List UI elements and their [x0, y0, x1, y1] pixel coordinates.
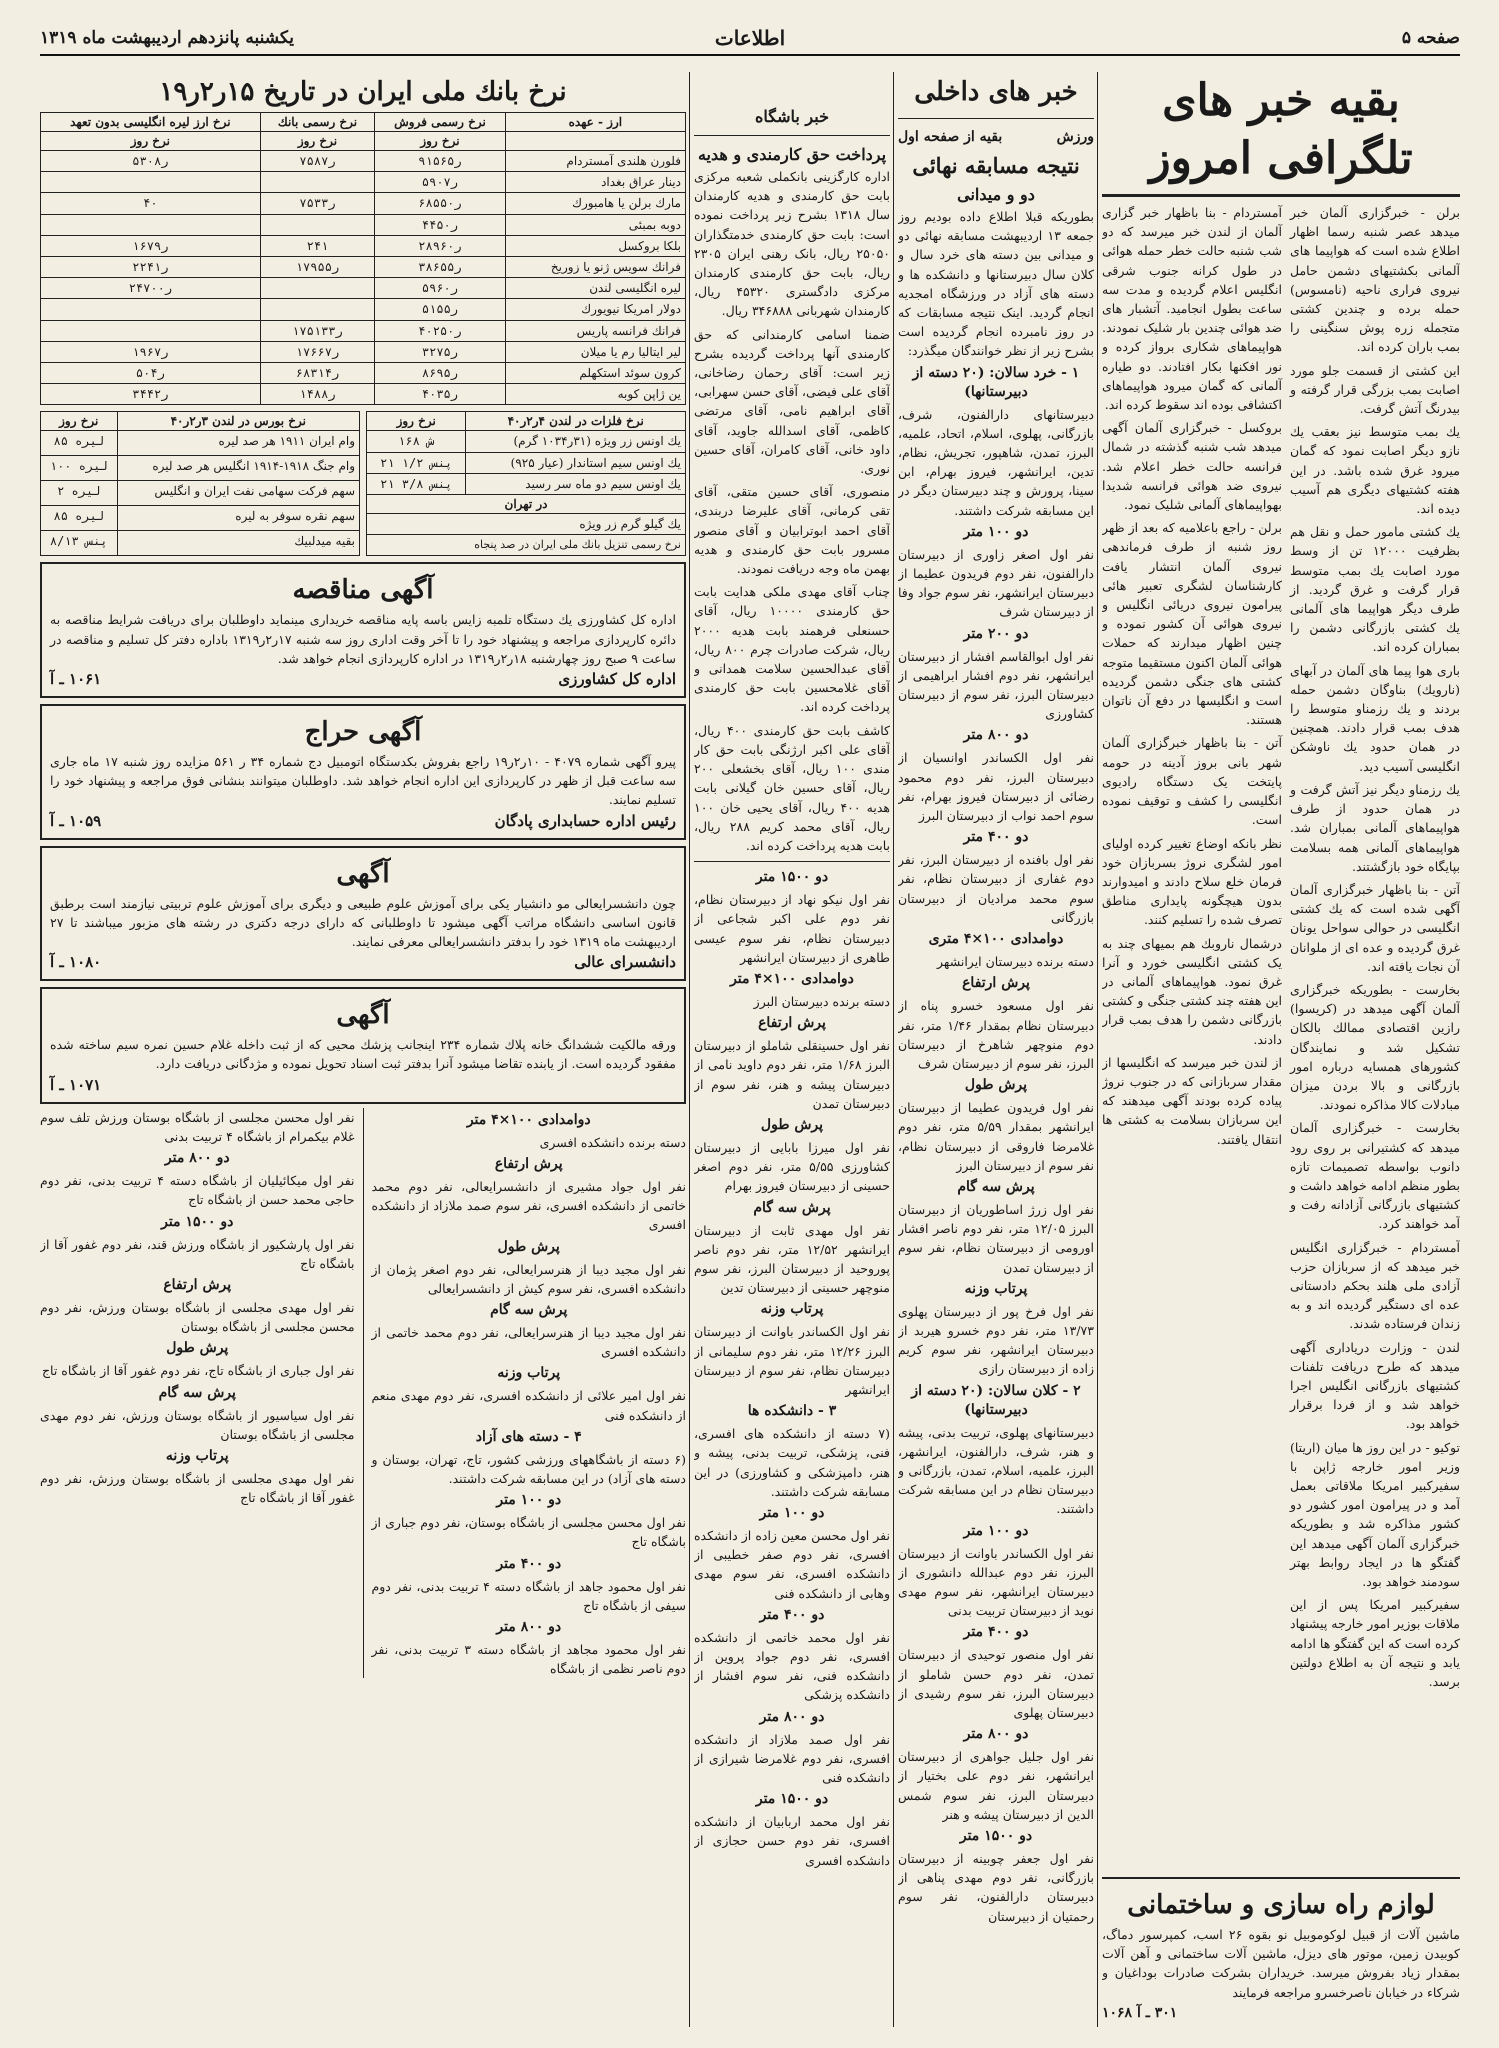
rate-value: ۳۸۶ر۵۵	[375, 257, 505, 278]
sports-results	[898, 364, 1094, 1926]
result-text: (۷ دسته از دانشکده های افسری، فنی، پزشکی، تربیت بدنی، پیشه و هنر، دامپزشکی و کشاورزی) در این مسابقه شرکت داشتند.	[694, 1426, 890, 1499]
rate-value: ۴۴ر۵۰	[375, 214, 505, 235]
result-text: نفر اول حسینقلی شاملو از دبیرستان البرز ۱/۶۸ متر، نفر دوم داوید نامی از دبیرستان پیشه و هنر، نفر سوم از دبیرستان تمدن	[694, 1038, 890, 1111]
notice-title: آگهی مناقصه	[292, 575, 434, 606]
result-text: دسته برنده دبیرستان البرز	[753, 993, 890, 1009]
result-heading: دوامدادی ۱۰۰×۴ متر	[730, 970, 854, 987]
rate-value: ۱۷۹ر۵۵	[260, 257, 374, 278]
rate-item: بقیه میدلبیك	[117, 531, 359, 556]
continued-label: بقیه از صفحه اول	[898, 129, 1003, 145]
result-heading: پرش سه گام	[158, 1384, 236, 1401]
news-paragraph: باری هوا پیما های آلمان در آبهای (نارویك) بناوگان دشمن حمله بردند و یك رزمناو متوسط را هدف بمب قرار دادند. همچنین در همان حدود یك ناوشکن انگلیسی آسیب دید.	[1290, 662, 1460, 774]
rate-value	[41, 320, 261, 341]
result-text: نفر اول محسن معین زاده از دانشکده افسری، نفر دوم صفر خطیبی از دانشکده افسری، نفر سوم مهدی وهابی از دانشکده فنی	[694, 1527, 890, 1601]
notice-code: ۱۰۵۹ ـ آ	[50, 811, 102, 830]
result-text: نفر اول منصور توحیدی از دبیرستان تمدن، نفر دوم حسن شاملو از دبیرستان البرز، نفر سوم رشیدی از دبیرستان پهلوی	[898, 1647, 1094, 1720]
exchange-subheader-cell: نرخ روز	[375, 132, 505, 151]
rate-value: ۶۸ر۳۱۴	[260, 363, 374, 384]
bank-rates-title: نرخ بانك ملی ایران در تاریخ ۱۵ر۲ر۱۹	[159, 77, 567, 107]
sports-subheads	[898, 125, 1094, 150]
page-number: صفحه ۵	[1401, 28, 1460, 48]
currency-name: فرانك فرانسه پاریس	[505, 320, 685, 341]
construction-ad	[1102, 1877, 1460, 2027]
rate-value: ۱۷۶ر۶۷	[260, 341, 374, 362]
newspaper-page	[40, 22, 1460, 2027]
result-heading: دو ۴۰۰ متر	[496, 1555, 562, 1572]
rate-value	[260, 278, 374, 299]
column-rule	[689, 72, 690, 2027]
news-paragraph: بخارست - بطوریکه خبرگزاری آلمان آگهی میدهد در (کریسوا) رازین اقتصادی ممالك بالکان تشکیل شد و نمایندگان کشورهای همسایه درباره امور بازرگانی و بالا بردن میزان مبادلات کالا مذاکره نمودند.	[1290, 981, 1460, 1113]
news-paragraph: توکیو - در این روز ها میان (اریتا) وزیر امور خارجه ژاپن با سفیرکبیر امریکا ملاقاتی بعمل آمد و در پیرامون امور کشور دو کشور مذاکره شد و بطوریکه خبرگزاری آلمان آگهی میدهد این گفتگو ها در ایجاد روابط بهتر سودمند خواهد بود.	[1290, 1439, 1460, 1590]
result-heading: دو ۱۵۰۰ متر	[755, 869, 829, 886]
result-text: نفر اول مسعود خسرو پناه از دبیرستان نظام بمقدار ۱/۴۶ متر، نفر دوم منوچهر شاهرخ از دبیرستان البرز، نفر سوم از دبیرستان شرف	[898, 998, 1094, 1071]
news-paragraph: برلن - خبرگزاری آلمان خبر میدهد عصر شنبه رسما اظهار اطلاع شده است که هواپیما های آلمانی بکشتیهای دشمن حامل نیروی فراری ناحیه (نامسوس) حمله برده و چندین کشتی متجمله زره پوش سنگینی را بمب باران کرده اند.	[1290, 205, 1460, 355]
result-heading: دوامدادی ۱۰۰×۴ متری	[928, 931, 1064, 948]
result-text: نفر اول میکائیلیان از باشگاه دسته ۴ تربیت بدنی، نفر دوم حاجی محمد حسن از باشگاه تاج	[40, 1173, 355, 1208]
rate-item: سهم نقره سوفر به لیره	[117, 506, 359, 531]
rate-value: ۱۶۸ ش	[367, 431, 466, 452]
exchange-table-header	[41, 113, 686, 132]
construction-ad-text: ماشین آلات از قبیل لوکوموبیل نو بقوه ۲۶ اسب، کمپرسور دماگ، کوبیدن زمین، موتور های دیزل، ماشین آلات ساختمانی و آهن آلات بمقدار زیاد بفروش میرسد. خریداران بشرکت صادرات بوداغیان و شرکاء در خیابان ناصرخسرو مراجعه فرمایند	[1102, 1927, 1460, 2000]
result-text: نفر اول جباری از باشگاه تاج، نفر دوم غفور آقا از باشگاه تاج	[41, 1363, 355, 1379]
result-heading: پرش سه گام	[753, 1199, 831, 1216]
result-heading: دو ۲۰۰ متر	[963, 625, 1029, 642]
club-news-column	[694, 72, 890, 2027]
notice-text: اداره کل کشاورزی یك دستگاه تلمبه زایس باسه پایه مناقصه خریداری مینماید داوطلبان برای دریافت شرایط مناقصه به دائره کارپردازی مراجعه و پیشنهاد خود را تا آخر وقت اداری روز سه شنبه ۱۷ر۲ر۱۳۱۹ باداره دفتر کل تسلیم و مناقصه در ساعت ۹ صبح روز چهارشنبه ۱۸ر۲ر۱۳۱۹ در اداره کارپردازی انجام خواهد شد.	[50, 612, 677, 666]
result-heading: دو ۴۰۰ متر	[963, 829, 1029, 846]
result-text: نفر اول اصغر زاوری از دبیرستان دارالفنون، نفر دوم فریدون عطیما از دبیرستان ایرانشهر، نفر سوم جواد وفا از دبیرستان شرف	[898, 546, 1094, 620]
rate-row	[367, 452, 686, 473]
news-paragraph: یك کشتی مامور حمل و نقل هم بظرفیت ۱۲۰۰۰ تن از وسط مورد اصابت یك بمب متوسط قرار گرفت و غرق گردید. از طرف دیگر هواپیما های آلمانی یك کشتی بازرگانی دشمن را بمباران کرده اند.	[1290, 524, 1460, 655]
currency-name: مارك برلن یا هامبورك	[505, 193, 685, 214]
column-rule	[363, 1108, 364, 1679]
telegraph-body	[1102, 203, 1460, 1695]
result-heading: دو ۸۰۰ متر	[759, 1708, 825, 1725]
rate-value: ۲۱ ۳/۸ پنس	[367, 473, 466, 494]
notice-box	[40, 562, 686, 698]
currency-name: دوبه بمبئی	[505, 214, 685, 235]
notice-footer	[50, 810, 676, 832]
result-text: نفر اول مهدی مجلسی از باشگاه بوستان ورزش، نفر دوم غفور آقا از باشگاه تاج	[40, 1470, 355, 1506]
notice-box	[40, 704, 686, 840]
rate-value	[41, 214, 261, 235]
result-heading: پرتاب وزنه	[760, 1301, 824, 1318]
domestic-news-column	[898, 72, 1094, 2027]
result-text: نفر اول فریدون عطیما از دبیرستان ایرانشهر بمقدار ۵/۵۹ متر، نفر دوم غلامرضا فاروقی از دبیرستان نظام، نفر سوم از دبیرستان البرز	[898, 1100, 1094, 1173]
domestic-section-title: خبر های داخلی	[914, 77, 1078, 107]
notice-footer	[50, 951, 676, 973]
exchange-table-subheader	[41, 132, 686, 151]
result-text: نفر اول الکساندر اوانسیان از دبیرستان البرز، نفر دوم محمود رضائی از دبیرستان فیروز بهرام، نفر سوم احمد نواب از دبیرستان البرز	[898, 750, 1094, 824]
telegraph-headline: بقیه خبر های تلگرافی امروز	[1149, 75, 1413, 184]
result-heading: دو ۴۰۰ متر	[759, 1606, 825, 1623]
exchange-row	[41, 172, 686, 193]
bank-ads-column	[40, 72, 686, 2027]
rate-item: یك اونس سیم استاندار (عیار ۹۲۵)	[466, 452, 686, 473]
exchange-row	[41, 299, 686, 320]
rate-value: ۱۴ر۸۸	[260, 384, 374, 405]
exchange-row	[41, 320, 686, 341]
notice-text: چون دانشسرایعالی مو دانشیار یکی برای آموزش علوم طبیعی و دیگری برای آموزش علوم تربیتی نیازمند است برطبق قانون اساسی دانشگاه مراتب آگهی میشود تا داوطلبانی که دارای درجه دکتری در رشته های مزبور میباشند تا ۲۷ اردیبهشت ماه ۱۳۱۹ خود را بدفتر دانشسرایعالی معرفی نمایند.	[50, 895, 676, 950]
payment-paragraph: منصوری، آقای حسین متقی، آقای تقی کرمانی، آقای علیرضا دربندی، آقای احمد ابوترابیان و آقای منصور مسرور بابت حق کارمندی و هدیه بهمن ماه وجه دریافت نمودند.	[694, 484, 890, 577]
notice-signer: اداره کل کشاورزی	[558, 670, 676, 689]
notice-code: ۱۰۷۱ ـ آ	[50, 1075, 102, 1094]
rate-row	[41, 456, 360, 481]
result-heading: دو ۴۰۰ متر	[963, 1624, 1029, 1641]
currency-name: ین ژاپن کوبه	[505, 384, 685, 405]
result-heading: پرش ارتفاع	[163, 1276, 232, 1293]
result-text: نفر اول جواد مشیری از دانشسرایعالی، نفر دوم محمد خاتمی از دانشکده افسری، نفر سوم صمد ملازاد از دانشکده افسری	[371, 1178, 686, 1233]
newspaper-name: اطلاعات	[714, 26, 786, 50]
rate-value: ۴۰ر۳۵	[375, 384, 505, 405]
bourse-rate-label: نرخ روز	[41, 412, 118, 431]
tehran-row: یك گیلو گرم زر ویژه	[367, 514, 686, 535]
exchange-row	[41, 278, 686, 299]
notice-text: ورقه مالکیت ششدانگ خانه پلاك شماره ۲۳۴ اینجانب پزشك محیی که از ثبت داخله غلام حسین نمره سیم ساخته شده مفقود گردیده است. از یابنده تقاضا میشود آنرا بدفتر ثبت اسناد تحویل نموده و مژدگانی دریافت دارد.	[50, 1037, 676, 1072]
tehran-head: در تهران	[367, 495, 686, 514]
result-heading: پرش طول	[964, 1077, 1028, 1094]
free-club-results	[40, 1108, 686, 1679]
rate-value: ۶۸۵ر۵۰	[375, 193, 505, 214]
rate-value: ۱۶ر۷۹	[41, 235, 261, 256]
rate-row	[41, 431, 360, 456]
currency-name: فلورن هلندی آمستردام	[505, 151, 685, 172]
free-results-left	[40, 1108, 355, 1679]
result-text: نفر اول بافنده از دبیرستان البرز، نفر دوم غفاری از دبیرستان نظام، نفر سوم محمد مرادیان از دبیرستان بازرگانی	[898, 852, 1094, 925]
result-text: نفر اول الکساندر باوانت از دبیرستان البرز ۱۲/۲۶ متر، نفر دوم سلیمانی از دبیرستان نظام، نفر سوم از دبیرستان ایرانشهر	[694, 1324, 890, 1397]
result-heading: پرش ارتفاع	[494, 1155, 563, 1172]
notice-signer: دانشسرای عالی	[574, 953, 676, 972]
rate-value: ۴۰	[41, 193, 261, 214]
result-heading: پرش سه گام	[490, 1301, 568, 1318]
rate-row	[41, 481, 360, 506]
issue-date: یکشنبه پانزدهم اردیبهشت ماه ۱۳۱۹	[40, 28, 294, 48]
rate-value: ۲۸۹ر۶۰	[375, 235, 505, 256]
exchange-header-cell: نرخ رسمی بانك	[260, 113, 374, 132]
rate-value	[41, 172, 261, 193]
payment-paragraph: اداره کارگزینی بانکملی شعبه مرکزی بابت حق کارمندی و هدیه کارمندان سال ۱۳۱۸ بشرح زیر پرداخت نموده است: بابت حق کارمندی خدمتگذاران ۲۵۰۵۰ ریال، بانک رهنی ایران ۲۳۰۵ ریال، بابت حق کارمندی کارمندان مرکزی دادگستری ۴۵۳۲۰ ریال، کارمندان شهربانی ۳۴۶۸۸۸ ریال.	[694, 169, 890, 319]
rate-value: ۲۴۷ر۰۰	[41, 278, 261, 299]
rate-item: وام ایران ۱۹۱۱ هر صد لیره	[117, 431, 359, 456]
notice-footer	[50, 668, 676, 690]
rate-value: ۳۴ر۴۲	[41, 384, 261, 405]
rate-item: سهم فرکت سهامی نفت ایران و انگلیس	[117, 481, 359, 506]
divider	[898, 118, 1094, 119]
payment-text	[694, 167, 890, 855]
result-heading: دو ۸۰۰ متر	[496, 1618, 562, 1635]
result-heading: دو ۱۵۰۰ متر	[161, 1213, 234, 1230]
result-text: نفر اول سیاسیور از باشگاه بوستان ورزش، نفر دوم مهدی مجلسی از باشگاه بوستان	[40, 1407, 355, 1442]
rate-value: ۵۹ر۰۷	[375, 172, 505, 193]
payment-paragraph: ضمنا اسامی کارمندانی که حق کارمندی آنها پرداخت گردیده بشرح زیر است: آقای رحمان رضاخانی، آقای علی فیضی، آقای حسن سهرابی، آقای ابراهیم نامی، آقای مرتضی کاظمی، آقای اسدالله جاوید، آقای داود خانی، آقای کامران، آقای حسین نوری.	[694, 326, 890, 477]
result-heading: دو ۱۰۰ متر	[759, 1504, 825, 1521]
metals-rate-label: نرخ روز	[367, 412, 466, 431]
free-results-right	[371, 1108, 686, 1679]
result-text: نفر اول میرزا بابایی از دبیرستان کشاورزی ۵/۵۵ متر، نفر دوم اصغر حسینی از دبیرستان فیروز بهرام	[694, 1139, 890, 1194]
metals-body	[367, 431, 686, 495]
news-paragraph: آمستردام - خبرگزاری انگلیس خبر میدهد که از سربازان حزب آزادی ملی هلند بحکم دادستانی عده ای دستگیر گردیده اند و به زندان فرستاده شدند.	[1290, 1239, 1460, 1332]
bourse-table	[40, 411, 360, 556]
result-heading: ۳ - دانشکده ها	[747, 1403, 837, 1420]
news-paragraph: آتن - بنا باظهار خبرگزاری آلمان آگهی شده است که یك کشتی انگلیسی در حوالی سواحل یونان غرق گردیده و عده ای از ملوانان آن نجات یافته اند.	[1290, 881, 1460, 974]
exchange-row	[41, 363, 686, 384]
rate-value: ۷۵۳ر۳	[260, 193, 374, 214]
masthead	[40, 22, 1460, 56]
result-text: دبیرستانهای دارالفنون، شرف، بازرگانی، پهلوی، اسلام، اتحاد، علمیه، البرز، تمدن، شاهپور، تجریش، نظام، تدین، ایرانشهر، فیروز بهرام، ابن سینا، پرورش و چند دبیرستان دیگر در این مسابقه شرکت داشتند.	[898, 406, 1094, 518]
rate-value: ۱۰۰ لیره	[41, 456, 118, 481]
rate-row	[41, 506, 360, 531]
currency-name: بلکا بروکسل	[505, 235, 685, 256]
payment-paragraph: کاشف بابت حق کارمندی ۴۰۰ ریال، آقای علی اکبر ارژنگی بابت حق کار مندی ۱۰۰ ریال، آقای بخشعلی ۲۰۰ ریال، آقای حسین خان گیلانی بابت هدیه ۴۰۰ ریال، آقای یحیی خان ۱۰۰ ریال، آقای محمد کریم ۲۸۸ ریال، بابت هدیه پرداخت کرده اند.	[694, 722, 890, 853]
club-results	[694, 868, 890, 1870]
rate-value: ۴۰۲ر۵۰	[375, 320, 505, 341]
rate-row	[367, 431, 686, 452]
currency-name: لیر ایتالیا رم یا میلان	[505, 341, 685, 362]
result-text: نفر اول پارشکیور از باشگاه ورزش قند، نفر دوم غفور آقا از باشگاه تاج	[40, 1236, 355, 1271]
exchange-subheader-cell	[505, 132, 685, 151]
rate-value: ۵۱۵ر۵	[375, 299, 505, 320]
exchange-subheader-cell: نرخ روز	[41, 132, 261, 151]
news-paragraph: بخارست - خبرگزاری آلمان میدهد که کشتیرانی بر روی رود دانوب بواسطه تصمیمات تازه بطور منظم ادامه خواهد داشت و کشتیهای بازرگانی آزادانه رفت و آمد خواهند کرد.	[1290, 1120, 1460, 1232]
news-paragraph: آمستردام - بنا باظهار خبر گزاری آلمان از لندن خبر میرسد که دو شب شنبه حالت خطر حمله هوائی در طول کرانه جنوب شرقی انگلیس اعلام گردیده و مدت سه ساعت بطول انجامید. آتشبار های ضد هوائی چندین بار شلیک نمودند. هواپیماهای شکاری برواز کرده و نور افکنها بکار افتادند. دو طیاره آلمانی که گمان میرود هواپیماهای اکتشافی بوده اند سقوط کرده اند.	[1102, 205, 1282, 413]
result-heading: دو ۱۰۰ متر	[963, 1522, 1029, 1539]
telegraph-main-text	[1290, 203, 1460, 1695]
notice-code: ۱۰۸۰ ـ آ	[50, 953, 102, 972]
tehran-note: نرخ رسمی تنزیل بانك ملی ایران در صد پنجاه	[367, 535, 686, 556]
rate-item: وام جنگ ۱۹۱۸-۱۹۱۴ انگلیس هر صد لیره	[117, 456, 359, 481]
news-paragraph: لندن - وزارت دریاداری آگهی میدهد که طرح دریافت تلفنات کشتیهای بازرگانی انگلیس اجرا خواهد شد و از فردا برقرار خواهد بود.	[1290, 1339, 1460, 1432]
exchange-row	[41, 341, 686, 362]
bourse-title: نرخ بورس در لندن ۳ر۲ر۴۰	[117, 412, 359, 431]
construction-ad-title: لوازم راه سازی و ساختمانی	[1127, 1890, 1435, 1920]
divider	[694, 861, 890, 862]
notice-footer	[50, 1074, 676, 1096]
exchange-row	[41, 214, 686, 235]
notices	[40, 562, 686, 1103]
sports-title: نتیجه مسابقه نهائی	[912, 153, 1080, 178]
news-paragraph: درشمال ناروبك هم بمیهای چند به یک کشتی انگلیسی خورد و آنرا غرق نمود. هواپیماهای آلمانی در این هفته چند کشتی جنگی و کشتی بازرگانی دشمن را هدف بمب قرار دادند.	[1102, 935, 1282, 1047]
result-text: نفر اول محمد اربابیان از دانشکده افسری، نفر دوم حسن حجازی از دانشکده افسری	[694, 1814, 890, 1868]
news-paragraph: این کشتی از قسمت جلو مورد اصابت بمب بزرگی قرار گرفته و بیدرنگ آتش گرفت.	[1290, 362, 1460, 417]
result-text: دسته برنده دانشکده افسری	[539, 1134, 686, 1150]
result-heading: دو ۱۰۰ متر	[496, 1492, 562, 1509]
result-heading: پرش سه گام	[957, 1178, 1035, 1195]
result-text: نفر اول محسن مجلسی از باشگاه بوستان ورزش تلف سوم غلام بیکمرام از باشگاه ۴ تربیت بدنی	[40, 1109, 355, 1144]
rate-value	[41, 299, 261, 320]
news-paragraph: نظر بانکه اوضاع تغییر کرده اولیای امور لشگری نروژ بسربازان خود فرمان خلع سلاح دادند و امیدوارند بدون هیچگونه پایداری مناطق تصرف شده را تسلیم کنند.	[1102, 835, 1282, 928]
result-text: نفر اول مجید دیبا از هنرسرایعالی، نفر دوم اصغر پژمان از دانشکده افسری، نفر سوم کیش از دانشسرایعالی	[371, 1261, 686, 1296]
column-rule	[1097, 72, 1098, 2027]
notice-box	[40, 846, 686, 982]
result-heading: دوامدادی ۱۰۰×۴ متر	[466, 1111, 591, 1128]
notice-code: ۱۰۶۱ ـ آ	[50, 670, 102, 689]
rate-value: ۱۹ر۶۷	[41, 341, 261, 362]
result-text: نفر اول ابوالقاسم افشار از دبیرستان ایرانشهر، نفر دوم افشار ابراهیمی از دبیرستان البرز، نفر سوم از دبیرستان کشاورزی	[898, 648, 1094, 722]
rate-value: ۲۴۱	[260, 235, 374, 256]
result-heading: پرتاب وزنه	[165, 1447, 229, 1464]
notice-signer: رئیس اداره حسابداری پادگان	[494, 811, 676, 830]
news-paragraph: سفیرکبیر امریکا پس از این ملاقات بوزیر امور خارجه پیشنهاد کرده است که این گفتگو ها ادامه یابد و نتیجه آن به اطلاع دولتین برسد.	[1290, 1597, 1460, 1690]
rate-value: ۸/۱۳ پنس	[41, 531, 118, 556]
sports-intro: بطوریکه قبلا اطلاع داده بودیم روز جمعه ۱۳ اردیبهشت مسابقه نهائی دو و میدانی بین دسته های خرد سال و کلان سال دبیرستانها و دانشکده ها و دسته های آزاد در ورزشگاه امجدیه انجام گردید. اینک نتیجه مسابقات که در روز نامبرده انجام گردیده است بشرح زیر از نظر خوانندگان میگذرد:	[898, 209, 1094, 359]
result-text: نفر اول الکساندر باوانت از دبیرستان البرز، نفر دوم عبدالله دانشوری از دبیرستان ایرانشهر، نفر سوم مهدی نوید از دبیرستان تربیت بدنی	[898, 1545, 1094, 1619]
result-heading: پرتاب وزنه	[497, 1365, 561, 1382]
club-news-title: خبر باشگاه	[755, 107, 829, 126]
payment-paragraph: چناب آقای مهدی ملکی هدایت بابت حق کارمندی ۱۰۰۰۰ ریال، آقای حسنعلی فرهمند بابت هدیه ۲۰۰۰ ریال، شرکت صادرات چرم ۸۰۰ ریال، آقای عبدالحسین سلامت همدانی و آقای غلامحسین بابت حق کارمندی پرداخت کرده اند.	[694, 584, 890, 715]
news-paragraph: یك رزمناو دیگر نیز آتش گرفت و در همان حدود از طرف هواپیماهای آلمانی بمباران شد. هواپیماهای آلمانی همه بسلامت بپایگاه خود بازگشتند.	[1290, 781, 1460, 874]
sports-label: ورزش	[1056, 129, 1094, 145]
result-text: نفر اول محمود مجاهد از باشگاه دسته ۳ تربیت بدنی، نفر دوم ناصر نظمی از باشگاه	[371, 1641, 686, 1677]
divider	[1102, 194, 1460, 197]
exchange-table-body	[41, 151, 686, 405]
result-heading: پرش طول	[166, 1340, 229, 1357]
news-paragraph: آتن - بنا باظهار خبرگزاری آلمان شهر بانی بروز آدینه در حومه پایتخت یک دستگاه رادیوی انگلیسی را کشف و توقیف نموده است.	[1102, 735, 1282, 828]
notice-title: آگهی حراج	[304, 717, 422, 748]
exchange-header-cell: ارز - عهده	[505, 113, 685, 132]
result-heading: پرش ارتفاع	[962, 975, 1030, 992]
result-text: نفر اول امیر علائی از دانشکده افسری، نفر دوم مهدی منعم از دانشکده فنی	[371, 1388, 686, 1423]
exchange-row	[41, 151, 686, 172]
result-text: نفر اول مهدی مجلسی از باشگاه بوستان ورزش، نفر دوم محسن مجلسی از باشگاه بوستان	[40, 1299, 355, 1335]
rate-value: ۲ لیره	[41, 481, 118, 506]
metals-bourse-row	[40, 411, 686, 556]
result-text: نفر اول محمد خاتمی از دانشکده افسری، نفر دوم جواد پروین از دانشکده فنی، نفر سوم افشار از دانشکده پزشکی	[694, 1629, 890, 1703]
exchange-header-cell: نرخ رسمی فروش	[375, 113, 505, 132]
rate-value: ۸۵ لیره	[41, 506, 118, 531]
rate-value: ۵۳ر۰۸	[41, 151, 261, 172]
result-text: نفر اول جعفر چوبینه از دبیرستان بازرگانی، نفر دوم مهدی پناهی از دبیرستان دارالفنون، نفر سوم رحمتیان از دبیرستان	[898, 1851, 1094, 1924]
rate-value: ۵۰ر۴	[41, 363, 261, 384]
result-text: نفر اول نیکو نهاد از دبیرستان نظام، نفر دوم علی اکبر شجاعی از دبیرستان نظام، نفر سوم عیسی طاهری از دبیرستان ایرانشهر	[694, 892, 890, 965]
result-heading: دو ۸۰۰ متر	[963, 727, 1029, 744]
notice-box	[40, 987, 686, 1103]
rate-value: ۱۷۵ر۱۳۳	[260, 320, 374, 341]
rate-item: یك اونس سیم دو ماه سر رسید	[466, 473, 686, 494]
rate-value	[260, 299, 374, 320]
bourse-body	[41, 431, 360, 556]
result-heading: دو ۱۵۰۰ متر	[959, 1828, 1033, 1844]
result-text: نفر اول صمد ملازاد از دانشکده افسری، نفر دوم غلامرضا شیرازی از دانشکده فنی	[694, 1731, 890, 1786]
metals-table	[366, 411, 686, 556]
result-heading: پرش ارتفاع	[758, 1015, 826, 1032]
rate-row	[41, 531, 360, 556]
rate-value: ۲۲ر۴۱	[41, 257, 261, 278]
result-text: دبیرستانهای پهلوی، تربیت بدنی، پیشه و هنر، شرف، دارالفنون، ایرانشهر، البرز، علمیه، اسلام، تمدن، بازرگانی و دبیرستان نظام در این مسابقه شرکت داشتند.	[898, 1424, 1094, 1517]
construction-ad-code: ۳۰۱ ـ آ ۱۰۶۸	[1102, 2004, 1178, 2021]
telegraph-news-column	[1102, 72, 1460, 2027]
currency-name: دینار عراق بغداد	[505, 172, 685, 193]
result-text: نفر اول زرژ اساطوریان از دبیرستان البرز ۱۲/۰۵ متر، نفر دوم ناصر افشار اورومی از دبیرستان نظام، نفر سوم از دبیرستان تمدن	[898, 1201, 1094, 1275]
result-text: نفر اول محمود جاهد از باشگاه دسته ۴ تربیت بدنی، نفر دوم سیفی از باشگاه تاج	[371, 1578, 686, 1613]
result-text: نفر اول مجید دیبا از هنرسرایعالی، نفر دوم محمد خاتمی از دانشکده افسری	[371, 1324, 686, 1360]
rate-value	[260, 172, 374, 193]
metals-title: نرخ فلزات در لندن ۴ر۲ر۴۰	[466, 412, 686, 431]
result-heading: ۱ - خرد سالان: (۲۰ دسته از دبیرستانها)	[912, 364, 1080, 400]
exchange-row	[41, 384, 686, 405]
result-heading: ۲ - کلان سالان: (۲۰ دسته از دبیرستانها)	[911, 1382, 1081, 1418]
notice-text: پیرو آگهی شماره ۴۰۷۹ - ۱۰ر۲ر۱۹ راجع بفروش بکدستگاه اتومبیل دج شماره ۳۴ ر ۵۶۱ مزایده روز شنبه ۱۷ ماه جاری سه ساعت قبل از ظهر در کارپردازی این اداره انجام خواهد شد. داوطلبان میتوانند بنشانی فوق مراجعه و پیشنهاد خود را تسلیم نمایند.	[50, 754, 677, 808]
rate-row	[367, 473, 686, 494]
column-rule	[893, 72, 894, 2027]
result-text: نفر اول جلیل جواهری از دبیرستان ایرانشهر، نفر دوم علی بختیار از دبیرستان البرز، نفر سوم شمس الدین از دبیرستان پیشه و هنر	[898, 1749, 1094, 1822]
exchange-header-cell: نرخ ارز لیره انگلیسی بدون تعهد	[41, 113, 261, 132]
telegraph-side-text	[1102, 203, 1282, 1695]
rate-value: ۲۱ ۱/۲ پنس	[367, 452, 466, 473]
rate-item: یك اونس زر ویژه (۳۱ر۱۰۳۴ گرم)	[466, 431, 686, 452]
rate-value: ۹۱۵ر۶۵	[375, 151, 505, 172]
result-text: (۶ دسته از باشگاههای ورزشی کشور، تاج، تهران، بوستان و دسته های آزاد) در این مسابقه شرکت داشتند.	[371, 1451, 686, 1486]
news-paragraph: برلن - راجع باعلامیه که بعد از ظهر روز شنبه از طرف فرماندهی نیروی آلمان انتشار یافت کارشناسان لشگری تعبیر هائی پیرامون نیروی دریائی انگلیس و نیروی هوائی آن کشور نموده و چنین اظهار میدارند که حملات هوائی آلمان اکنون مستقیما متوجه کشتی های جنگی دشمن گردیده است و انگلیسها در دفع آن ناتوان هستند.	[1102, 520, 1282, 728]
result-heading: ۴ - دسته های آزاد	[475, 1428, 582, 1445]
result-text: نفر اول فرخ پور از دبیرستان پهلوی ۱۳/۷۳ متر، نفر دوم خسرو هیربد از دبیرستان ایرانشهر، نفر سوم کریم زاده از دبیرستان رازی	[898, 1303, 1094, 1377]
currency-name: لیره انگلیسی لندن	[505, 278, 685, 299]
rate-value: ۸۶ر۹۵	[375, 363, 505, 384]
divider	[694, 135, 890, 136]
notice-title: آگهی	[336, 858, 390, 889]
result-text: دسته برنده دبیرستان ایرانشهر	[937, 954, 1094, 970]
currency-name: دولار امریکا نیویورك	[505, 299, 685, 320]
exchange-subheader-cell: نرخ روز	[260, 132, 374, 151]
rate-value: ۷۵۸ر۷	[260, 151, 374, 172]
result-heading: پرتاب وزنه	[964, 1280, 1028, 1297]
result-heading: دو ۸۰۰ متر	[963, 1726, 1029, 1743]
rate-value	[260, 214, 374, 235]
result-heading: دو ۱۰۰ متر	[963, 523, 1029, 540]
notice-title: آگهی	[336, 1000, 390, 1031]
rate-value: ۵۹ر۶۰	[375, 278, 505, 299]
news-paragraph: بروکسل - خبرگزاری آلمان آگهی میدهد شب شنبه گذشته در شمال فرانسه حالت خطر اعلام شد. نیروی ضد هوائی فرانسه شدیدا بهواپیماهای آلمانی شلیک نمود.	[1102, 420, 1282, 513]
currency-name: کرون سوئد استکهلم	[505, 363, 685, 384]
result-heading: دو ۸۰۰ متر	[164, 1150, 230, 1167]
result-text: نفر اول محسن مجلسی از باشگاه بوستان، نفر دوم جباری از باشگاه تاج	[371, 1515, 686, 1550]
result-text: نفر اول مهدی ثابت از دبیرستان ایرانشهر ۱۲/۵۲ متر، نفر دوم ناصر پوروحید از دبیرستان البرز، نفر سوم منوچهر حسینی از دبیرستان تدین	[694, 1222, 890, 1296]
rate-value: ۳۲ر۷۵	[375, 341, 505, 362]
result-heading: دو ۱۵۰۰ متر	[755, 1791, 829, 1808]
currency-name: فرانك سویس ژنو یا زوریخ	[505, 257, 685, 278]
rate-value: ۸۵ لیره	[41, 431, 118, 456]
result-heading: پرش طول	[760, 1116, 824, 1133]
result-heading: پرش طول	[497, 1238, 560, 1255]
exchange-rate-table	[40, 112, 686, 405]
news-paragraph: از لندن خبر میرسد که انگلیسها از مقدار سربازانی که در جنوب نروژ پیاده کرده بودند آگهی میدهند که این سربازان بسلامت به کشتی ها انتقال یافتند.	[1102, 1054, 1282, 1147]
payment-title: پرداخت حق کارمندی و هدیه	[697, 145, 887, 164]
exchange-row	[41, 257, 686, 278]
news-paragraph: یك بمب متوسط نیز بعقب یك نازو دیگر اصابت نمود که گمان میرود غرق شده باشد. در این هفته کشتیهای دیگری هم آسیب دیده اند.	[1290, 424, 1460, 517]
exchange-row	[41, 235, 686, 256]
exchange-row	[41, 193, 686, 214]
sports-subtitle: دو و میدانی	[957, 185, 1035, 204]
